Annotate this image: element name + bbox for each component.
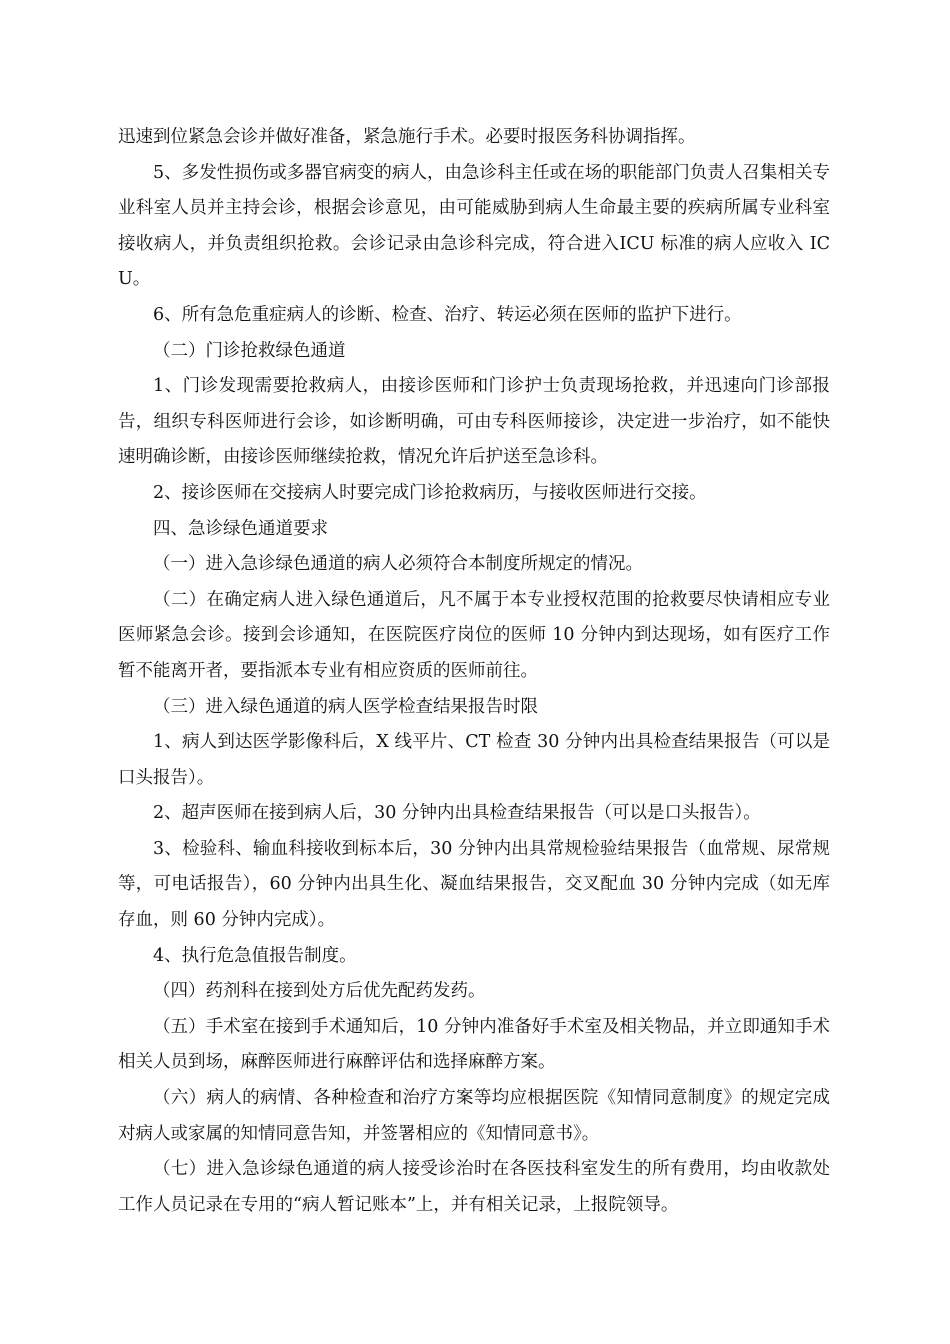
paragraph-requirement-4: （四）药剂科在接到处方后优先配药发药。 <box>153 981 486 1002</box>
section-heading-requirements: 四、急诊绿色通道要求 <box>153 518 328 539</box>
paragraph-requirement-1: （一）进入急诊绿色通道的病人必须符合本制度所规定的情况。 <box>153 554 643 575</box>
paragraph-time-limit-1: 1、病人到达医学影像科后，X 线平片、CT 检查 30 分钟内出具检查结果报告（可以是口头报告）。 <box>118 732 830 788</box>
paragraph-time-limit-4: 4、执行危急值报告制度。 <box>153 945 357 966</box>
section-heading-outpatient: （二）门诊抢救绿色通道 <box>153 340 346 361</box>
paragraph-time-limit-2: 2、超声医师在接到病人后，30 分钟内出具检查结果报告（可以是口头报告）。 <box>153 803 761 824</box>
paragraph-time-limit-3: 3、检验科、输血科接收到标本后，30 分钟内出具常规检验结果报告（血常规、尿常规等，可电话报告），60 分钟内出具生化、凝血结果报告，交叉配血 30 分钟内完成（如无库存血，则 60 分钟内完成）。 <box>118 838 830 931</box>
paragraph-requirement-2: （二）在确定病人进入绿色通道后，凡不属于本专业授权范围的抢救要尽快请相应专业医师紧急会诊。接到会诊通知，在医院医疗岗位的医师 10 分钟内到达现场，如有医疗工作暂不能离开者，要指派本专业有相应资质的医师前往。 <box>118 589 830 681</box>
document-body <box>118 120 830 1223</box>
paragraph-outpatient-2: 2、接诊医师在交接病人时要完成门诊抢救病历，与接收医师进行交接。 <box>153 482 707 503</box>
paragraph-item-5: 5、多发性损伤或多器官病变的病人，由急诊科主任或在场的职能部门负责人召集相关专业科室人员并主持会诊，根据会诊意见，由可能威胁到病人生命最主要的疾病所属专业科室接收病人，并负责组织抢救。会诊记录由急诊科完成，符合进入ICU 标准的病人应收入 ICU。 <box>118 162 830 290</box>
paragraph-requirement-3: （三）进入绿色通道的病人医学检查结果报告时限 <box>153 696 538 717</box>
paragraph-continuation: 迅速到位紧急会诊并做好准备，紧急施行手术。必要时报医务科协调指挥。 <box>118 127 696 147</box>
paragraph-item-6: 6、所有急危重症病人的诊断、检查、治疗、转运必须在医师的监护下进行。 <box>153 304 742 325</box>
paragraph-outpatient-1: 1、门诊发现需要抢救病人，由接诊医师和门诊护士负责现场抢救，并迅速向门诊部报告，组织专科医师进行会诊，如诊断明确，可由专科医师接诊，决定进一步治疗，如不能快速明确诊断，由接诊医师继续抢救，情况允许后护送至急诊科。 <box>118 376 830 468</box>
paragraph-requirement-6: （六）病人的病情、各种检查和治疗方案等均应根据医院《知情同意制度》的规定完成对病人或家属的知情同意告知，并签署相应的《知情同意书》。 <box>118 1088 830 1144</box>
paragraph-requirement-7: （七）进入急诊绿色通道的病人接受诊治时在各医技科室发生的所有费用，均由收款处工作人员记录在专用的“病人暂记账本”上，并有相关记录，上报院领导。 <box>118 1159 830 1215</box>
paragraph-requirement-5: （五）手术室在接到手术通知后，10 分钟内准备好手术室及相关物品，并立即通知手术相关人员到场，麻醉医师进行麻醉评估和选择麻醉方案。 <box>118 1016 830 1073</box>
